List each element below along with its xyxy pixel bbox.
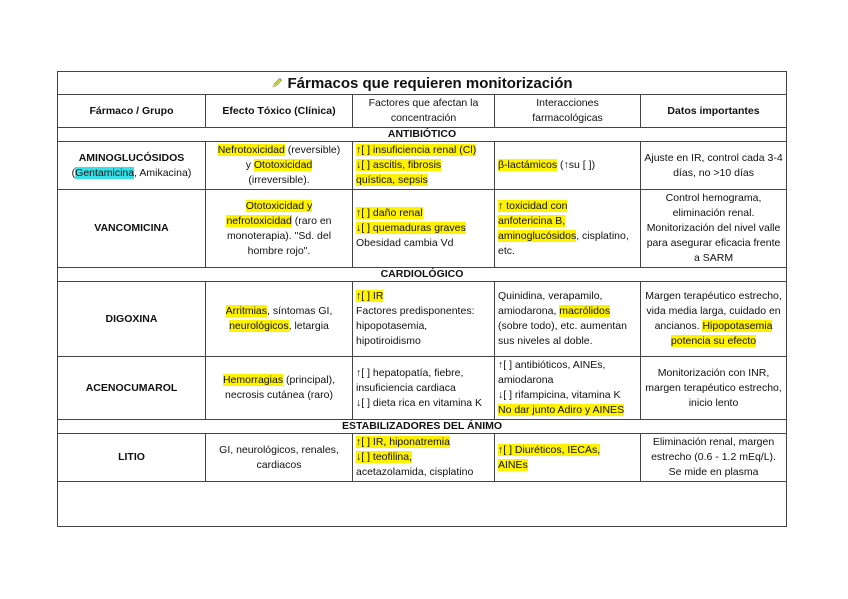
drug-aminoglucosidos: AMINOGLUCÓSIDOS (Gentamicina, Amikacina) xyxy=(58,142,206,190)
drug-acenocumarol: ACENOCUMAROL xyxy=(58,357,206,420)
header-factores: Factores que afectan la concentración xyxy=(353,95,495,128)
table-row xyxy=(58,357,787,420)
drug-digoxina: DIGOXINA xyxy=(58,282,206,357)
efecto-vancomicina: Ototoxicidad y nefrotoxicidad (raro en monoterapia). "Sd. del hombre rojo". xyxy=(206,190,353,268)
title-text: Fármacos que requieren monitorización xyxy=(287,74,573,92)
table-title xyxy=(58,72,787,95)
pencil-icon xyxy=(271,77,283,89)
factores-digoxina: ↑[ ] IR Factores predisponentes: hipopotasemia, hipotiroidismo xyxy=(353,282,495,357)
header-efecto: Efecto Tóxico (Clínica) xyxy=(206,95,353,128)
efecto-digoxina: Arritmias, síntomas GI, neurológicos, letargia xyxy=(206,282,353,357)
section-cardiologico: CARDIOLÓGICO xyxy=(58,268,787,282)
header-farmaco: Fármaco / Grupo xyxy=(58,95,206,128)
factores-acenocumarol: ↑[ ] hepatopatía, fiebre, insuficiencia cardiaca ↓[ ] dieta rica en vitamina K xyxy=(353,357,495,420)
table-row xyxy=(58,282,787,357)
datos-vancomicina: Control hemograma, eliminación renal. Monitorización del nivel valle para asegurar eficacia frente a SARM xyxy=(641,190,787,268)
monitoring-table xyxy=(57,71,787,527)
header-datos: Datos importantes xyxy=(641,95,787,128)
table-row xyxy=(58,190,787,268)
empty-cell xyxy=(58,482,787,527)
table-row xyxy=(58,434,787,482)
datos-digoxina: Margen terapéutico estrecho, vida media larga, cuidado en ancianos. Hipopotasemia potencia su efecto xyxy=(641,282,787,357)
inter-digoxina: Quinidina, verapamilo, amiodarona, macrólidos (sobre todo), etc. aumentan sus niveles al doble. xyxy=(495,282,641,357)
factores-aminoglucosidos: ↑[ ] insuficiencia renal (Cl) ↓[ ] ascitis, fibrosis quística, sepsis xyxy=(353,142,495,190)
datos-litio: Eliminación renal, margen estrecho (0.6 - 1.2 mEq/L). Se mide en plasma xyxy=(641,434,787,482)
efecto-aminoglucosidos: Nefrotoxicidad (reversible) y Ototoxicidad (irreversible). xyxy=(206,142,353,190)
inter-vancomicina: ↑ toxicidad con anfotericina B, aminoglucósidos, cisplatino, etc. xyxy=(495,190,641,268)
inter-litio: ↑[ ] Diuréticos, IECAs, AINEs xyxy=(495,434,641,482)
section-antibiotico: ANTIBIÓTICO xyxy=(58,128,787,142)
efecto-acenocumarol: Hemorragias (principal), necrosis cutánea (raro) xyxy=(206,357,353,420)
factores-litio: ↑[ ] IR, hiponatremia ↓[ ] teofilina, acetazolamida, cisplatino xyxy=(353,434,495,482)
drug-litio: LITIO xyxy=(58,434,206,482)
table-row xyxy=(58,142,787,190)
factores-vancomicina: ↑[ ] daño renal ↓[ ] quemaduras graves Obesidad cambia Vd xyxy=(353,190,495,268)
drug-vancomicina: VANCOMICINA xyxy=(58,190,206,268)
inter-aminoglucosidos: β-lactámicos (↑su [ ]) xyxy=(495,142,641,190)
header-interacciones: Interacciones farmacológicas xyxy=(495,95,641,128)
efecto-litio: GI, neurológicos, renales, cardiacos xyxy=(206,434,353,482)
inter-acenocumarol: ↑[ ] antibióticos, AINEs, amiodarona ↓[ ] rifampicina, vitamina K No dar junto Adiro y AINES xyxy=(495,357,641,420)
datos-aminoglucosidos: Ajuste en IR, control cada 3-4 días, no >10 días xyxy=(641,142,787,190)
section-estabilizadores: ESTABILIZADORES DEL ÁNIMO xyxy=(58,420,787,434)
empty-row xyxy=(58,482,787,527)
datos-acenocumarol: Monitorización con INR, margen terapéutico estrecho, inicio lento xyxy=(641,357,787,420)
